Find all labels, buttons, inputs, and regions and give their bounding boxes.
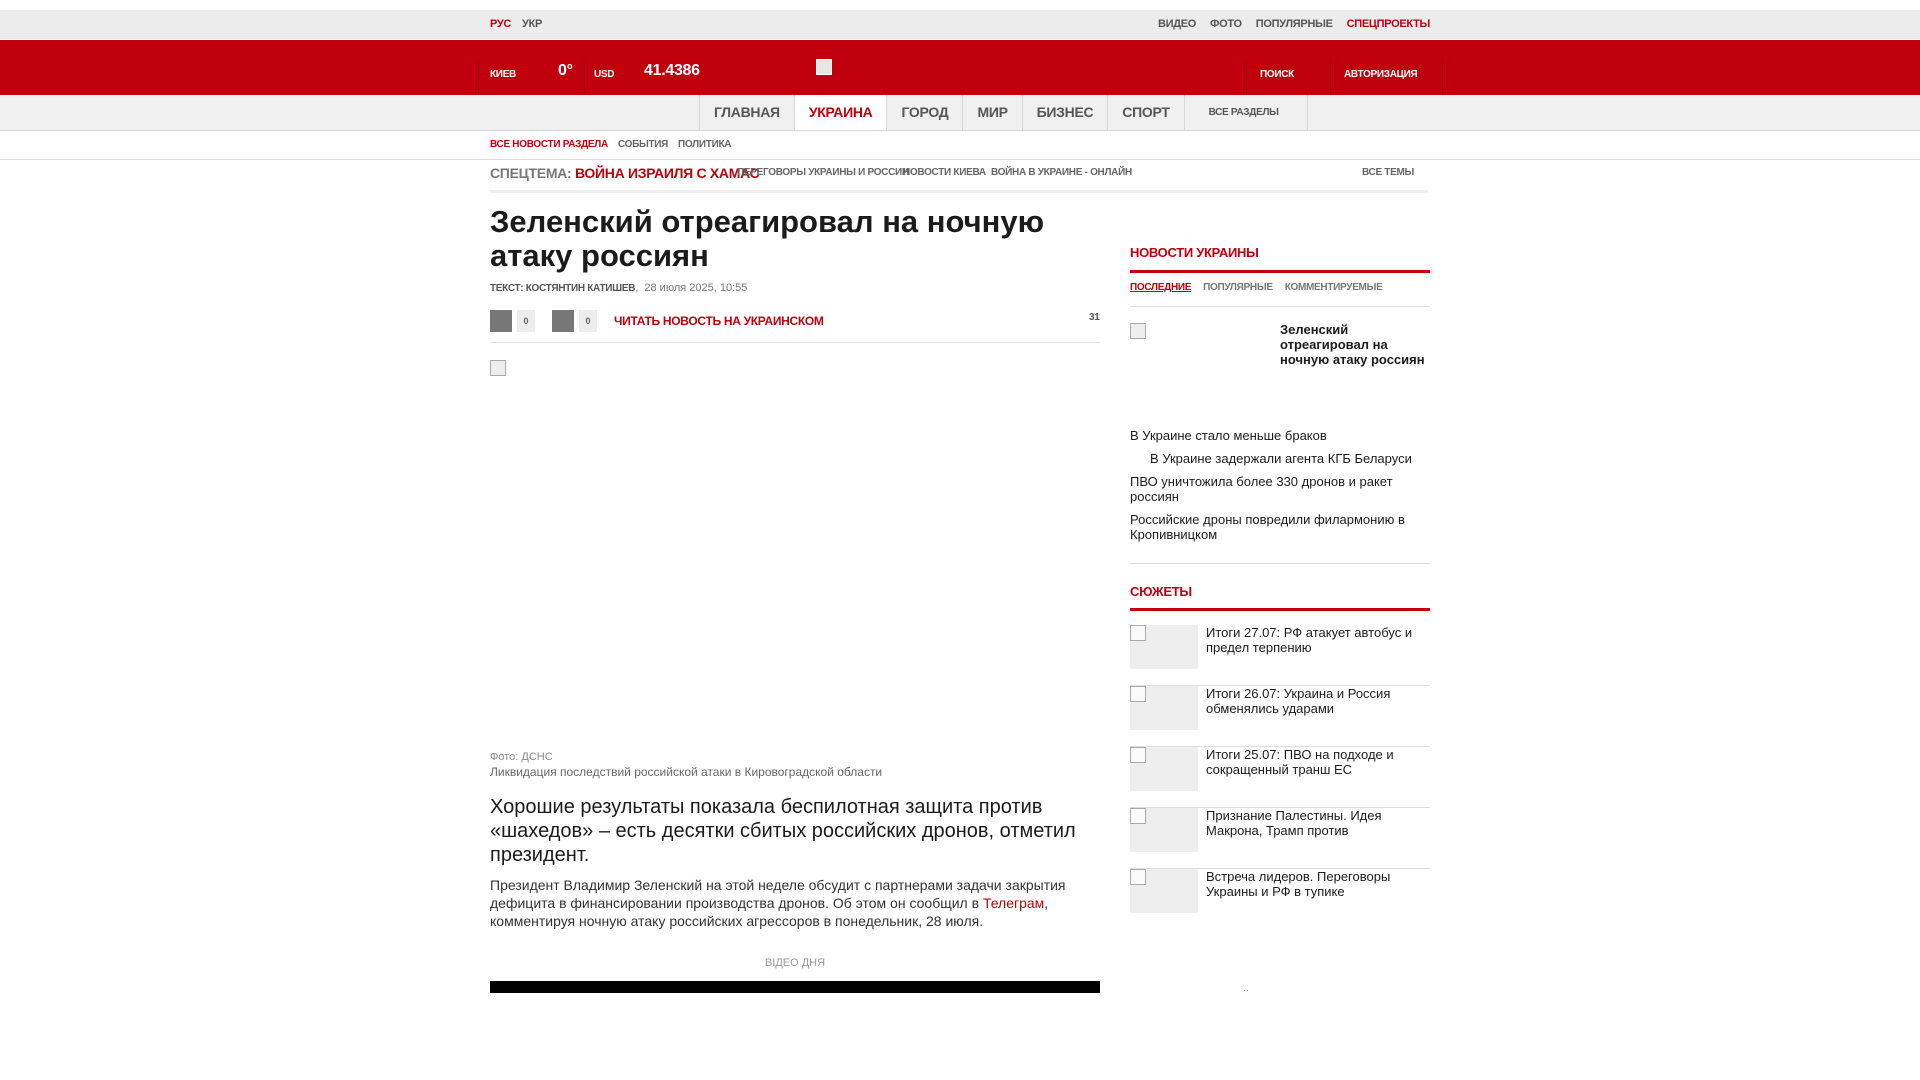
special-projects-link[interactable]: СПЕЦПРОЕКТЫ (1346, 18, 1430, 30)
video-of-day-label: ВІДЕО ДНЯ (764, 957, 826, 969)
tab-latest[interactable]: ПОСЛЕДНИЕ (1130, 282, 1192, 293)
topic-link[interactable]: ВОЙНА В УКРАИНЕ - ОНЛАЙН (991, 167, 1132, 178)
sidebar-news-title: НОВОСТИ УКРАИНЫ (1130, 245, 1259, 260)
divider (478, 58, 479, 95)
popular-link[interactable]: ПОПУЛЯРНЫЕ (1255, 18, 1333, 30)
loading-dots: ·· (1243, 985, 1249, 995)
story-title[interactable]: Итоги 27.07: РФ атакует автобус и предел терпению (1206, 625, 1413, 655)
nav-item-ukraine[interactable]: УКРАИНА (794, 95, 887, 130)
news-item[interactable]: Российские дроны повредили филармонию в Кропивницком (1130, 512, 1405, 542)
telegram-link[interactable]: Телеграм (982, 895, 1045, 911)
views-count: 31 (1089, 312, 1100, 323)
divider (1130, 270, 1430, 273)
nav-all-sections[interactable]: ВСЕ РАЗДЕЛЫ (1184, 95, 1308, 130)
weather-temp: 0° (558, 62, 573, 79)
article-body: Президент Владимир Зеленский на этой неделе обсудит с партнерами задачи закрытия дефицита в финансировании производства дронов. Об этом он сообщил в Телеграм, комментируя ночную атаку российских агрессоров в понедельник, 28 июля. (490, 877, 1066, 929)
special-topic-link[interactable]: ВОЙНА ИЗРАИЛЯ С ХАМАС (574, 165, 760, 181)
story-thumbnail[interactable] (1130, 808, 1198, 852)
story-thumbnail[interactable] (1130, 686, 1198, 730)
article-photo[interactable] (490, 360, 506, 376)
photo-link[interactable]: ФОТО (1210, 18, 1242, 30)
divider (490, 342, 1100, 343)
news-item[interactable]: В Украине задержали агента КГБ Беларуси (1150, 451, 1412, 466)
site-header (0, 40, 1920, 95)
story-item[interactable] (1130, 808, 1430, 869)
video-link[interactable]: ВИДЕО (1157, 18, 1197, 30)
login-link[interactable]: АВТОРИЗАЦИЯ (1344, 69, 1418, 80)
read-in-ukrainian-link[interactable]: ЧИТАТЬ НОВОСТЬ НА УКРАИНСКОМ (614, 314, 824, 328)
special-topics-bar (490, 160, 1428, 193)
nav-item-business[interactable]: БИЗНЕС (1022, 95, 1108, 130)
story-thumbnail[interactable] (1130, 869, 1198, 913)
news-item[interactable]: ПВО уничтожила более 330 дронов и ракет россиян (1130, 474, 1393, 504)
byline: ТЕКСТ: КОСТЯНТИН КАТИШЕВ, 28 июля 2025, 10:55 (490, 282, 748, 294)
subnav-all-news[interactable]: ВСЕ НОВОСТИ РАЗДЕЛА (490, 139, 608, 150)
facebook-share-icon[interactable] (490, 310, 512, 332)
divider (1130, 563, 1430, 564)
share-count: 0 (517, 310, 535, 332)
story-title[interactable]: Итоги 26.07: Украина и Россия обменялись ударами (1206, 686, 1391, 716)
lang-ua-link[interactable]: УКР (522, 18, 542, 30)
nav-item-world[interactable]: МИР (962, 95, 1021, 130)
divider (1130, 608, 1430, 611)
sidebar-stories-title: СЮЖЕТЫ (1130, 584, 1192, 599)
topic-link[interactable]: ПЕРЕГОВОРЫ УКРАИНЫ И РОССИИ (737, 167, 909, 178)
news-tabs (1130, 282, 1382, 293)
topic-link[interactable]: НОВОСТИ КИЕВА (903, 167, 986, 178)
divider (1330, 58, 1331, 95)
tab-popular[interactable]: ПОПУЛЯРНЫЕ (1203, 282, 1273, 293)
lang-ru-link[interactable]: РУС (490, 18, 512, 30)
divider (1442, 58, 1443, 95)
story-item[interactable] (1130, 747, 1430, 808)
news-item[interactable]: В Украине стало меньше браков (1130, 428, 1327, 443)
story-item[interactable] (1130, 686, 1430, 747)
divider (1130, 306, 1430, 307)
site-logo[interactable] (816, 59, 832, 75)
share-count: 0 (579, 310, 597, 332)
subnav-events[interactable]: СОБЫТИЯ (617, 139, 669, 150)
publish-date: 28 июля 2025, 10:55 (644, 282, 748, 294)
currency-rate: 41.4386 (644, 62, 700, 79)
divider (584, 58, 585, 95)
section-subnav (0, 131, 1920, 160)
article-lead: Хорошие результаты показала беспилотная защита против «шахедов» – есть десятки сбитых российских дронов, отметил президент. (490, 796, 1076, 866)
nav-item-sport[interactable]: СПОРТ (1107, 95, 1183, 130)
photo-credit: Фото: ДСНС (490, 751, 553, 763)
tab-commented[interactable]: КОММЕНТИРУЕМЫЕ (1284, 282, 1383, 293)
nav-item-main[interactable]: ГЛАВНАЯ (699, 95, 794, 130)
featured-news-image[interactable] (1130, 323, 1146, 339)
story-title[interactable]: Итоги 25.07: ПВО на подходе и сокращенный транш ЕС (1206, 747, 1394, 777)
twitter-share-icon[interactable] (552, 310, 574, 332)
divider (1246, 58, 1247, 95)
featured-news-title[interactable]: Зеленский отреагировал на ночную атаку россиян (1280, 322, 1425, 367)
nav-item-city[interactable]: ГОРОД (886, 95, 962, 130)
story-thumbnail[interactable] (1130, 747, 1198, 791)
search-link[interactable]: ПОИСК (1260, 69, 1294, 80)
photo-caption: Ликвидация последствий российской атаки в Кировоградской области (490, 765, 883, 779)
main-nav (0, 95, 1920, 131)
article-title: Зеленский отреагировал на ночную атаку россиян (490, 204, 1045, 273)
story-thumbnail[interactable] (1130, 625, 1198, 669)
subnav-politics[interactable]: ПОЛИТИКА (678, 139, 732, 150)
special-topic-label: СПЕЦТЕМА: ВОЙНА ИЗРАИЛЯ С ХАМАС (490, 165, 760, 181)
weather-city[interactable]: КИЕВ (490, 69, 516, 80)
story-title[interactable]: Встреча лидеров. Переговоры Украины и РФ в тупике (1206, 869, 1391, 899)
all-topics-link[interactable]: ВСЕ ТЕМЫ (1362, 167, 1415, 178)
story-item[interactable] (1130, 869, 1430, 929)
top-links (1158, 18, 1430, 30)
story-item[interactable] (1130, 625, 1430, 686)
top-bar (0, 10, 1920, 39)
author-link[interactable]: ТЕКСТ: КОСТЯНТИН КАТИШЕВ (490, 283, 636, 294)
video-player[interactable] (490, 981, 1100, 993)
currency-code: USD (594, 69, 615, 80)
story-title[interactable]: Признание Палестины. Идея Макрона, Трамп против (1206, 808, 1382, 838)
